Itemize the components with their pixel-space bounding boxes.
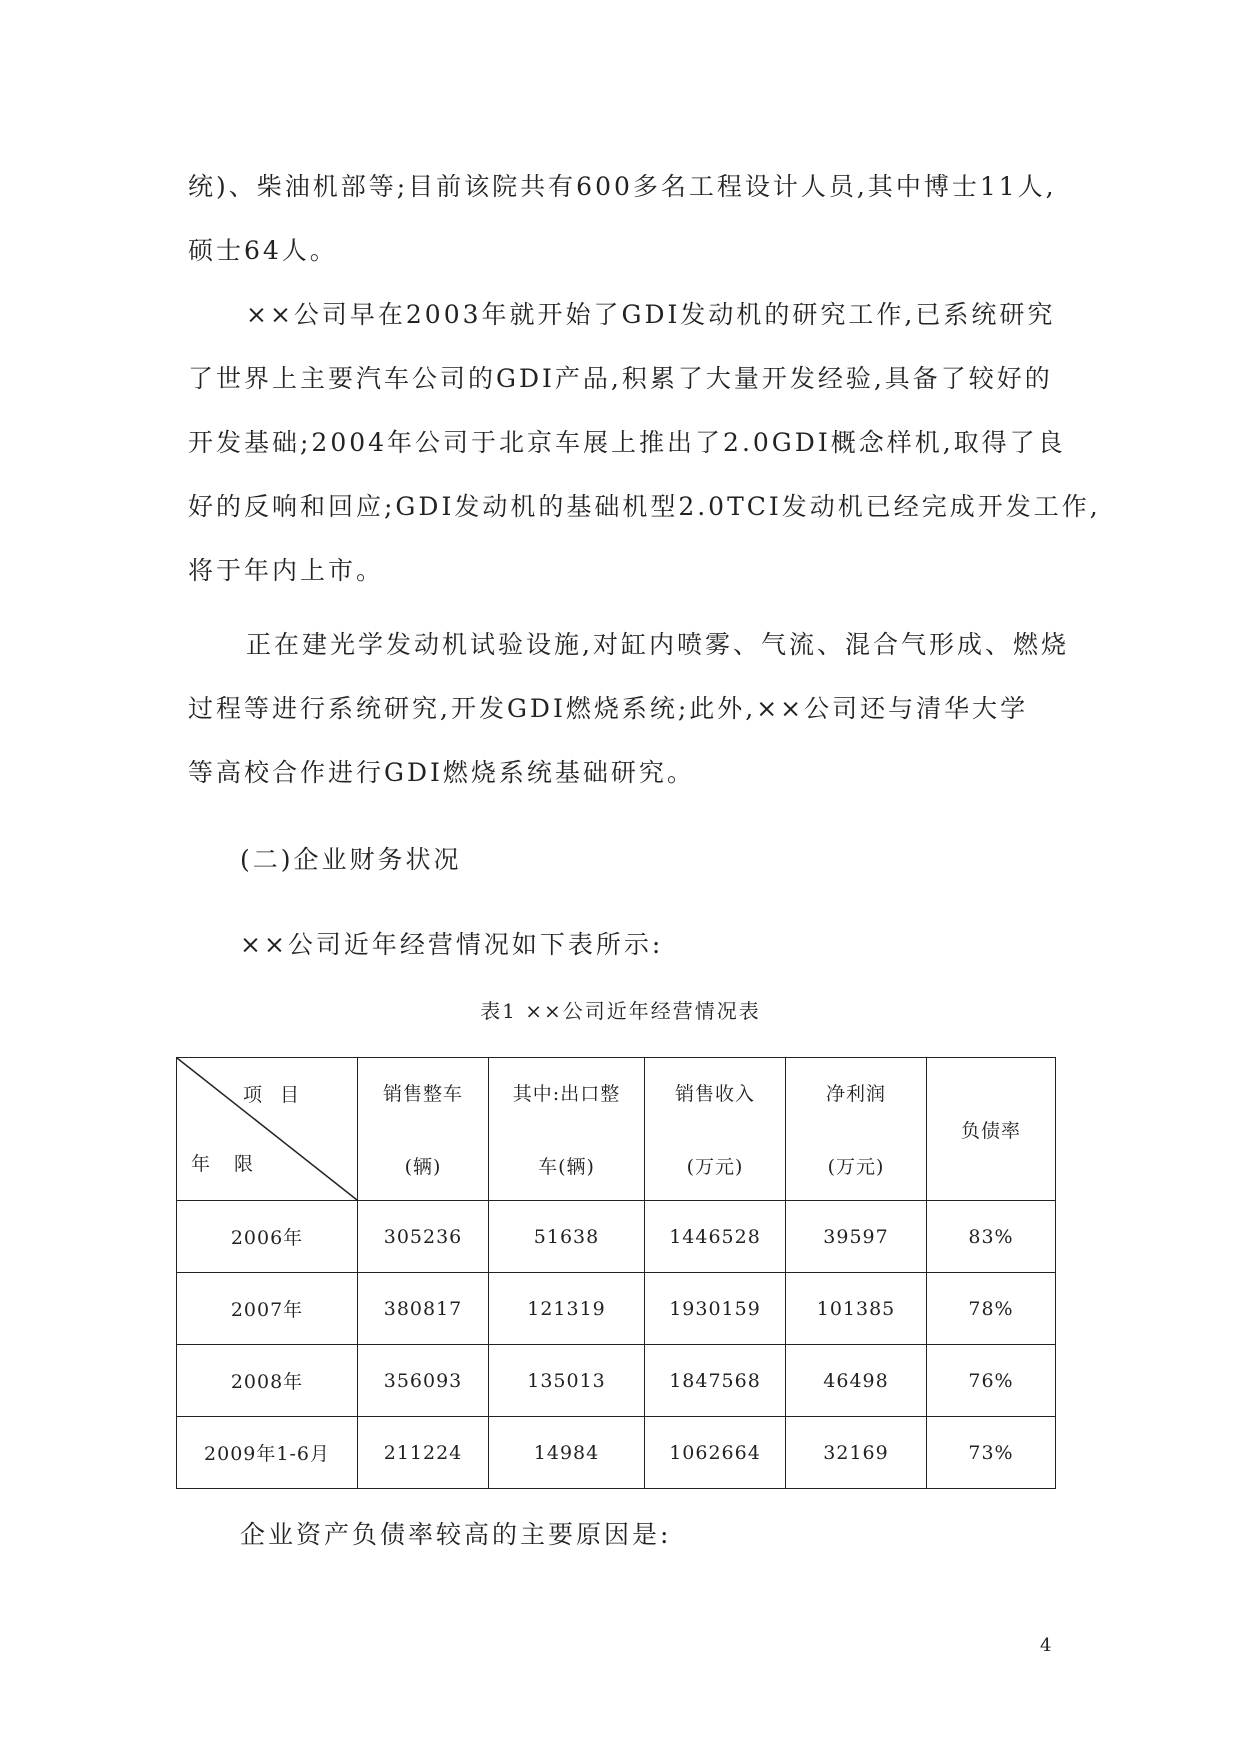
cell-export: 121319	[489, 1273, 645, 1345]
column-header-sales	[358, 1058, 489, 1201]
column-header-profit	[786, 1058, 927, 1201]
column-header-revenue	[645, 1058, 786, 1201]
header-line: 销售整车	[382, 1083, 463, 1105]
closing-text: 企业资产负债率较高的主要原因是:	[240, 1520, 672, 1549]
cell-profit: 46498	[786, 1345, 927, 1417]
text-line: 了世界上主要汽车公司的GDI产品,积累了大量开发经验,具备了较好的	[188, 364, 1053, 393]
header-unit: (辆)	[404, 1156, 442, 1178]
header-line: 净利润	[825, 1083, 886, 1105]
cell-revenue: 1930159	[645, 1273, 786, 1345]
cell-export: 14984	[489, 1417, 645, 1489]
cell-year: 2009年1-6月	[177, 1417, 358, 1489]
header-line: 负债率	[960, 1119, 1021, 1142]
table-row	[177, 1345, 1056, 1417]
text-line: ××公司早在2003年就开始了GDI发动机的研究工作,已系统研究	[246, 300, 1056, 329]
cell-export: 135013	[489, 1345, 645, 1417]
operating-results-table	[176, 1057, 1056, 1489]
header-unit: 车(辆)	[538, 1156, 595, 1178]
paragraph-gdi-research	[188, 283, 1101, 603]
table-intro-text: ××公司近年经营情况如下表所示:	[240, 930, 664, 959]
text-line: 过程等进行系统研究,开发GDI燃烧系统;此外,××公司还与清华大学	[188, 694, 1029, 723]
text-line: 统)、柴油机部等;目前该院共有600多名工程设计人员,其中博士11人,	[188, 172, 1057, 201]
header-line: 其中:出口整	[512, 1083, 621, 1105]
header-unit: (万元)	[686, 1156, 744, 1178]
cell-year: 2006年	[177, 1201, 358, 1273]
table-row	[177, 1201, 1056, 1273]
text-line: 将于年内上市。	[188, 556, 385, 585]
text-line: 等高校合作进行GDI燃烧系统基础研究。	[188, 758, 695, 787]
cell-revenue: 1062664	[645, 1417, 786, 1489]
cell-sales: 380817	[358, 1273, 489, 1345]
cell-debt-ratio: 78%	[927, 1273, 1056, 1345]
cell-sales: 211224	[358, 1417, 489, 1489]
paragraph-staff	[188, 155, 1058, 283]
cell-sales: 305236	[358, 1201, 489, 1273]
column-header-debt-ratio	[927, 1058, 1056, 1201]
table-row	[177, 1273, 1056, 1345]
header-unit: (万元)	[827, 1156, 885, 1178]
table-header-row	[177, 1058, 1056, 1201]
column-header-export	[489, 1058, 645, 1201]
cell-debt-ratio: 83%	[927, 1201, 1056, 1273]
diagonal-corner-header	[177, 1058, 358, 1201]
cell-year: 2008年	[177, 1345, 358, 1417]
cell-sales: 356093	[358, 1345, 489, 1417]
cell-revenue: 1847568	[645, 1345, 786, 1417]
corner-label-item: 项目	[242, 1084, 317, 1106]
text-line: 硕士64人。	[188, 236, 338, 265]
text-line: 好的反响和回应;GDI发动机的基础机型2.0TCI发动机已经完成开发工作,	[188, 492, 1101, 521]
cell-debt-ratio: 73%	[927, 1417, 1056, 1489]
cell-revenue: 1446528	[645, 1201, 786, 1273]
cell-year: 2007年	[177, 1273, 358, 1345]
corner-label-period: 年限	[191, 1153, 278, 1175]
paragraph-optical-engine	[188, 613, 1069, 805]
table-row	[177, 1417, 1056, 1489]
cell-profit: 39597	[786, 1201, 927, 1273]
cell-profit: 32169	[786, 1417, 927, 1489]
cell-debt-ratio: 76%	[927, 1345, 1056, 1417]
text-line: 正在建光学发动机试验设施,对缸内喷雾、气流、混合气形成、燃烧	[246, 630, 1069, 659]
header-line: 销售收入	[674, 1083, 755, 1105]
cell-export: 51638	[489, 1201, 645, 1273]
cell-profit: 101385	[786, 1273, 927, 1345]
page-number: 4	[1040, 1635, 1052, 1656]
section-heading: (二)企业财务状况	[240, 845, 462, 874]
table-caption: 表1 ××公司近年经营情况表	[480, 999, 761, 1023]
text-line: 开发基础;2004年公司于北京车展上推出了2.0GDI概念样机,取得了良	[188, 428, 1066, 457]
